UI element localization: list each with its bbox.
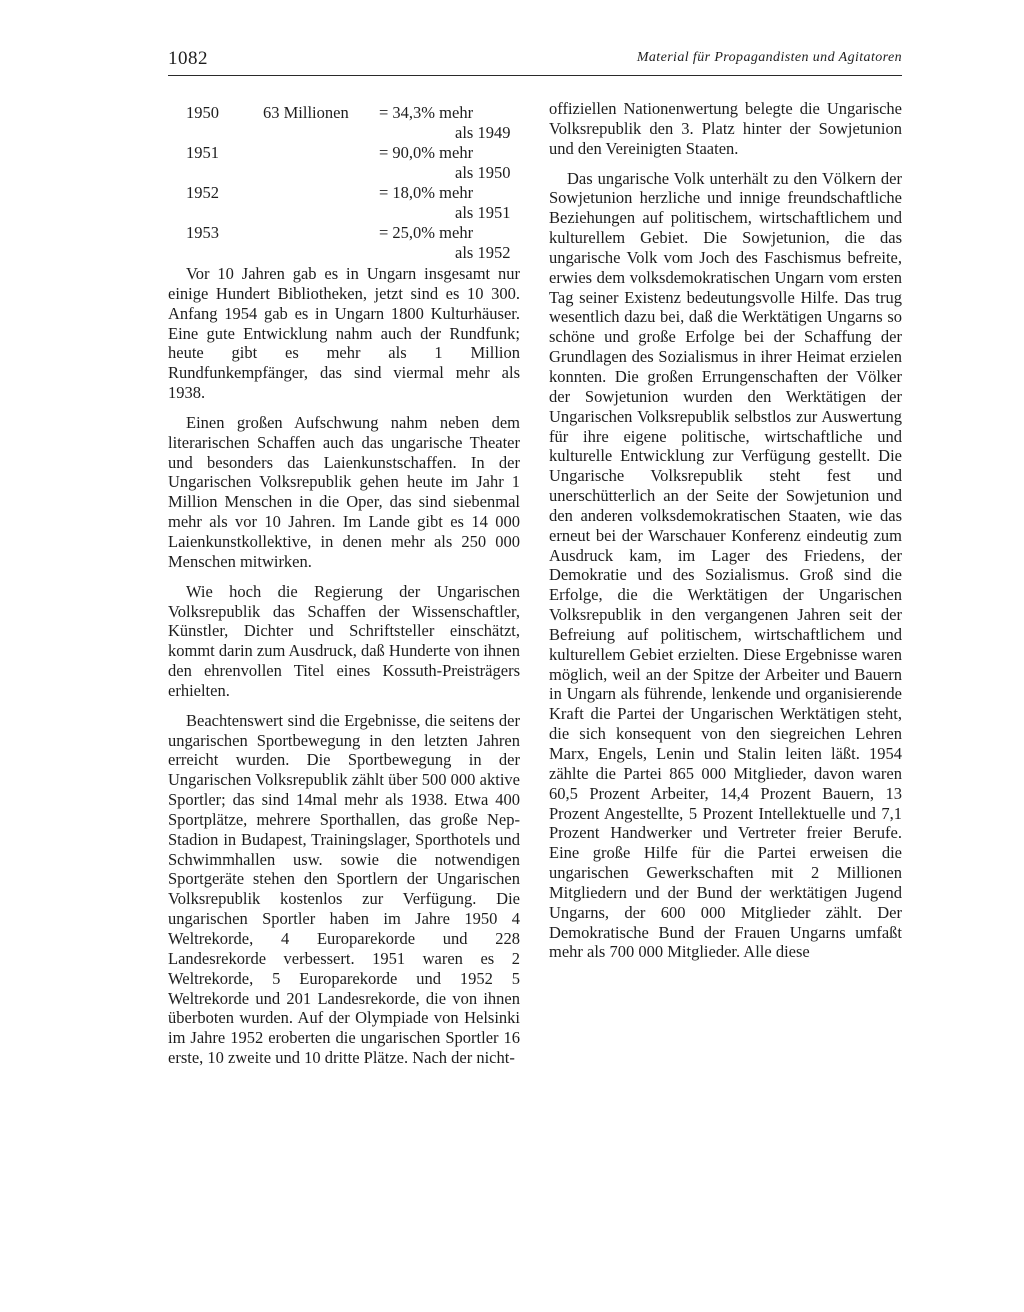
stat-year: 1953 xyxy=(186,223,219,242)
stat-change: = 18,0% mehr xyxy=(379,183,474,202)
paragraph: Einen großen Aufschwung nahm neben dem literarischen Schaffen auch das ungarische Theater und besonders das Laienkunstschaffen. In der Ungarischen Volksrepublik gehen heute im Jahr 1 Million Menschen in die Oper, das sind siebenmal mehr als vor 10 Jahren. Im Lande gibt es 14 000 Laienkunstkollektive, in denen mehr als 250 000 Menschen mitwirken. xyxy=(168,412,520,571)
stat-row xyxy=(168,140,512,180)
stat-change: = 25,0% mehr xyxy=(379,223,474,242)
stat-year: 1952 xyxy=(186,183,219,202)
stat-year: 1950 xyxy=(186,103,219,122)
paragraph: Beachtenswert sind die Ergebnisse, die seitens der ungarischen Sportbewegung in den letzten Jahren erreicht wurden. Die Sportbewegung in der Ungarischen Volksrepublik zählt über 500 000 aktive Sportler; das sind 14mal mehr als 1938. Etwa 400 Sportplätze, mehrere Sporthallen, das große Nep-Stadion in Budapest, Trainingslager, Sporthotels und Schwimmhallen usw. sowie die notwendigen Sportgeräte stehen den Sportlern der Ungarischen Volksrepublik kostenlos zur Verfügung. Die ungarischen Sportler haben im Jahre 1950 4 Weltrekorde, 4 Europarekorde und 228 Landesrekorde verbessert. 1951 waren es 2 Weltrekorde, 5 Europarekorde und 1952 5 Weltrekorde und 201 Landesrekorde, die von ihnen überboten wurden. Auf der Olympiade von Helsinki im Jahre 1952 eroberten die ungarischen Sportler 16 erste, 10 zweite und 10 dritte Plätze. Nach der nicht- xyxy=(168,710,520,1068)
stat-count: 63 Millionen xyxy=(263,103,349,122)
page-number: 1082 xyxy=(168,48,208,69)
stat-change: = 34,3% mehr xyxy=(379,103,474,122)
paragraph-continued: offiziellen Nationenwertung belegte die Ungarische Volksrepublik den 3. Platz hinter der Sowjetunion und den Vereinigten Staaten. xyxy=(549,99,902,158)
stat-reference: als 1951 xyxy=(455,203,511,222)
header-rule xyxy=(168,75,902,76)
right-text-column xyxy=(549,99,902,962)
stat-reference: als 1952 xyxy=(455,243,511,262)
paragraph: Wie hoch die Regierung der Ungarischen Volksrepublik das Schaffen der Wissenschaftler, Künstler, Dichter und Schriftsteller einschätzt, kommt darin zum Ausdruck, daß Hunderte von ihnen den ehrenvollen Titel eines Kossuth-Preisträgers erhielten. xyxy=(168,581,520,700)
stat-row xyxy=(168,220,512,260)
stat-row xyxy=(168,180,512,220)
stat-change: = 90,0% mehr xyxy=(379,143,474,162)
stat-reference: als 1949 xyxy=(455,123,511,142)
stat-row xyxy=(168,100,512,140)
stat-reference: als 1950 xyxy=(455,163,511,182)
running-title: Material für Propagandisten und Agitatoren xyxy=(636,50,902,65)
stat-year: 1951 xyxy=(186,143,219,162)
statistics-table xyxy=(168,100,512,260)
paragraph: Vor 10 Jahren gab es in Ungarn insgesamt nur einige Hundert Bibliotheken, jetzt sind es 10 300. Anfang 1954 gab es in Ungarn 1800 Kulturhäuser. Eine gute Entwicklung nahm auch der Rundfunk; heute gibt es mehr als 1 Million Rundfunkempfänger, das sind viermal mehr als 1938. xyxy=(168,264,520,403)
left-text-column xyxy=(168,264,520,1068)
paragraph: Das ungarische Volk unterhält zu den Völkern der Sowjetunion herzliche und innige freundschaftliche Beziehungen auf politischem, wirtschaftlichem und kulturellem Gebiet. Die Sowjetunion, die das ungarische Volk vom Joch des Faschismus befreite, erwies dem volksdemokratischen Ungarn vom ersten Tag seiner Existenz bedeutungsvolle Hilfe. Das trug wesentlich dazu bei, daß die Werktätigen Ungarns so schöne und große Erfolge bei der Schaffung der Grundlagen des Sozialismus in ihrer Heimat erzielen konnten. Die großen Errungenschaften der Völker der Sowjetunion wurden den Werktätigen der Ungarischen Volksrepublik selbstlos zur Auswertung für ihre eigene politische, wirtschaftliche und kulturelle Entwicklung zur Verfügung gestellt. Die Ungarische Volksrepublik steht fest und unerschütterlich an der Seite der Sowjetunion und den anderen volksdemokratischen Staaten, wie das erneut bei der Warschauer Konferenz eindeutig zum Ausdruck kam, im Lager des Friedens, der Demokratie und des Sozialismus. Groß sind die Erfolge, die die Werktätigen der Ungarischen Volksrepublik in den vergangenen Jahren seit der Befreiung auf politischem, wirtschaftlichem und kulturellem Gebiet erzielten. Diese Ergebnisse waren möglich, weil an der Spitze der Arbeiter und Bauern in Ungarn als führende, lenkende und organisierende Kraft die Partei der Ungarischen Werktätigen steht, die sich konsequent von den siegreichen Lehren Marx, Engels, Lenin und Stalin leiten läßt. 1954 zählte die Partei 865 000 Mitglieder, davon waren 60,5 Prozent Arbeiter, 14,4 Prozent Bauern, 13 Prozent Angestellte, 5 Prozent Intellektuelle und 7,1 Prozent Handwerker und Vertreter freier Berufe. Eine große Hilfe für die Partei erweisen die ungarischen Gewerkschaften mit 2 Millionen Mitgliedern und der Bund der werktätigen Jugend Ungarns, der 600 000 Mitglieder zählt. Der Demokratische Bund der Frauen Ungarns umfaßt mehr als 700 000 Mitglieder. Alle diese xyxy=(549,168,902,962)
